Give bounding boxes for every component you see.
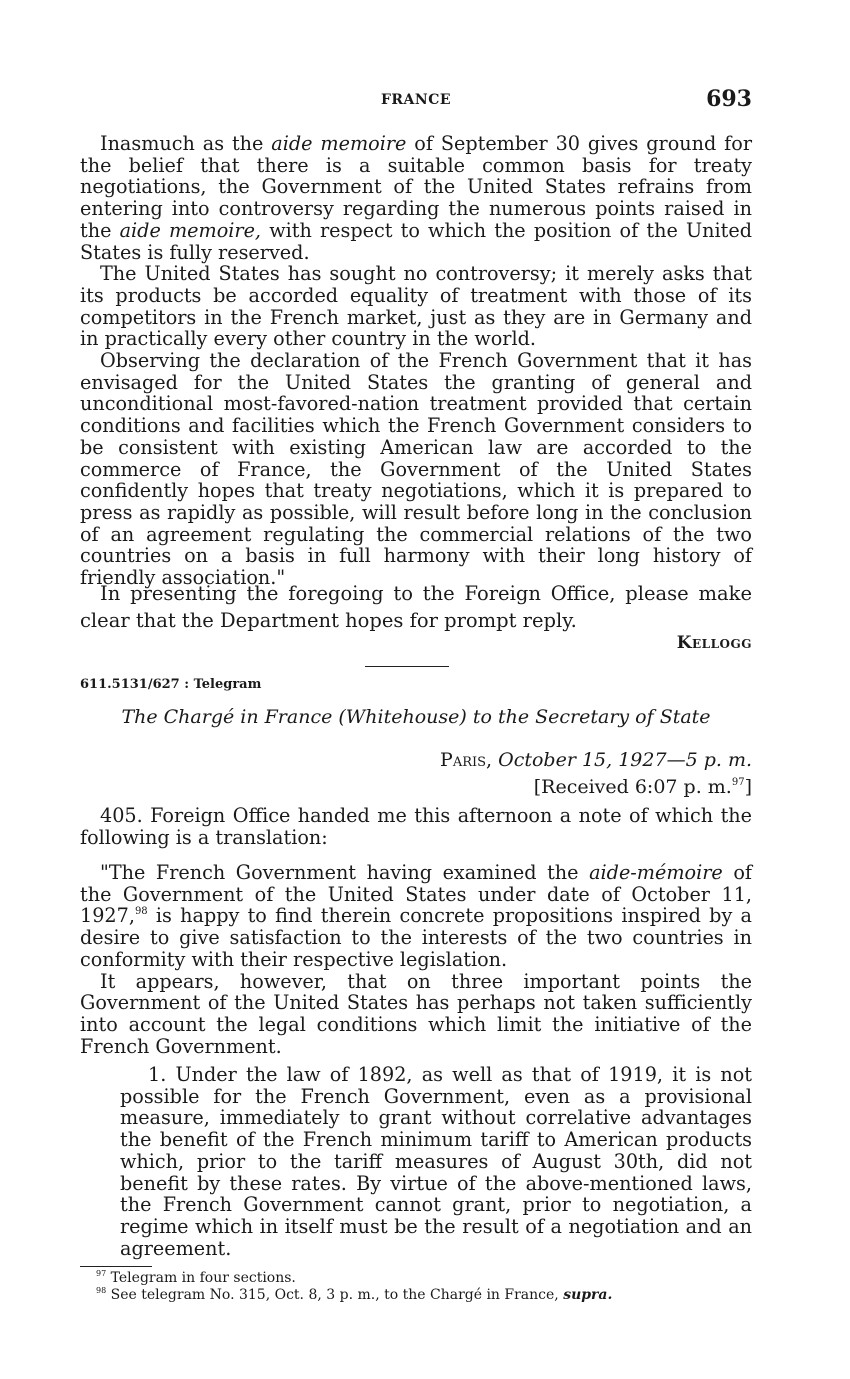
paragraph: In presenting the foregoing to the Foreign Office, please make clear that the Department hopes for prompt reply.: [80, 582, 752, 632]
footnote-rule: [80, 1266, 152, 1267]
paragraph: Observing the declaration of the French Government that it has envisaged for the United States the granting of general and unconditional most-favored-nation treatment provided that certain conditions and facilities which the French Government considers to be consistent with existing American law are accorded to the commerce of France, the Government of the United States confidently hopes that treaty negotiations, which it is prepared to press as rapidly as possible, will result before long in the conclusion of an agreement regulating the commercial relations of the two countries on a basis in full harmony with their long history of friendly association.": [80, 349, 752, 590]
paragraph: Inasmuch as the aide memoire of September 30 gives ground for the belief that there is a suitable common basis for treaty negotiations, the Government of the United States refrains from entering into controversy regarding the numerous points raised in the aide memoire, with respect to which the position of the United States is fully reserved.: [80, 132, 752, 264]
paragraph: "The French Government having examined the aide-mémoire of the Government of the United States under date of October 11, 1927,98 is happy to find therein concrete propositions inspired by a desire to give satisfaction to the interests of the two countries in conformity with their respective legislation.: [80, 861, 752, 971]
running-title: FRANCE: [380, 92, 452, 108]
page-number: 693: [706, 86, 752, 112]
dateline-place: Paris,: [440, 749, 493, 771]
footnote-ref: 97: [731, 777, 745, 788]
signature: Kellogg: [676, 633, 752, 653]
received-line: [Received 6:07 p. m.$^{97}$]: [533, 776, 752, 798]
translated-note: [80, 862, 752, 1057]
paragraph: 405. Foreign Office handed me this afternoon a note of which the following is a translation:: [80, 804, 752, 849]
file-reference: 611.5131/627 : Telegram: [80, 677, 262, 692]
closing-instruction: [80, 580, 752, 634]
footnote-ref: 98: [134, 906, 148, 918]
telegram-intro: [80, 805, 752, 848]
footnote: $^{98}$ See telegram No. 315, Oct. 8, 3 p. m., to the Chargé in France, supra.: [96, 1286, 613, 1303]
footnote: $^{97}$ Telegram in four sections.: [96, 1269, 296, 1286]
dateline: [440, 749, 752, 771]
section-divider: [365, 666, 449, 667]
numbered-point: [120, 1064, 752, 1259]
footnotes: [96, 1270, 612, 1304]
dateline-date: October 15, 1927—5 p. m.: [498, 749, 752, 771]
paragraph: It appears, however, that on three important points the Government of the United States has perhaps not taken sufficiently into account the legal conditions which limit the initiative of the French Government.: [80, 969, 752, 1058]
paragraph: The United States has sought no controversy; it merely asks that its products be accorded equality of treatment with those of its competitors in the French market, just as they are in Germany and in practically every other country in the world.: [80, 262, 752, 351]
quoted-note-conclusion: [80, 133, 752, 589]
document-heading: The Chargé in France (Whitehouse) to the Secretary of State: [121, 706, 711, 728]
running-head: [80, 86, 752, 116]
paragraph: 1. Under the law of 1892, as well as that of 1919, it is not possible for the French Government, even as a provisional measure, immediately to grant without correlative advantages the benefit of the French minimum tariff to American products which, prior to the tariff measures of August 30th, did not benefit by these rates. By virtue of the above-mentioned laws, the French Government cannot grant, prior to negotiation, a regime which in itself must be the result of a negotiation and an agreement.: [120, 1063, 752, 1260]
